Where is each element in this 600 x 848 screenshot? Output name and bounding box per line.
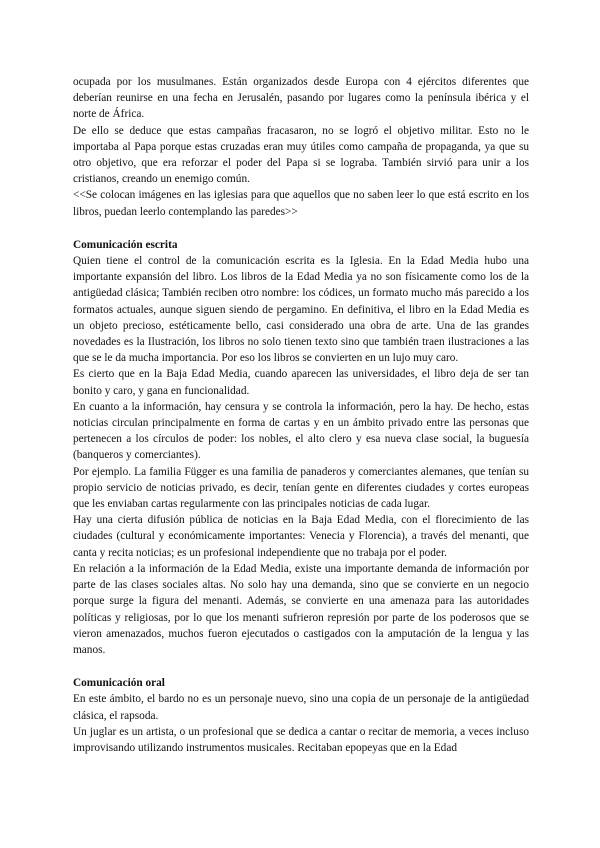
- written-paragraph-6: En relación a la información de la Edad Media, existe una importante demanda de información por parte de las clases sociales altas. No solo hay una demanda, sino que se convierte en un negocio porque surge la figura del menanti. Además, se convierte en una amenaza para las autoridades políticas y religiosas, por lo que los menanti sufrieron represión por parte de los poderosos que se vieron amenazados, muchos fueron ejecutados o castigados con la amputación de la lengua y las manos.: [73, 562, 529, 656]
- intro-quote: <<Se colocan imágenes en las iglesias para que aquellos que no saben leer lo que está escrito en los libros, puedan leerlo contemplando las paredes>>: [73, 189, 529, 218]
- section-gap: [73, 220, 529, 237]
- heading-oral-communication: Comunicación oral: [73, 677, 165, 690]
- section-gap: [73, 658, 529, 675]
- written-paragraph-2: Es cierto que en la Baja Edad Media, cuando aparecen las universidades, el libro deja de ser tan bonito y caro, y gana en funcionalidad.: [73, 368, 529, 397]
- intro-paragraph-2: De ello se deduce que estas campañas fracasaron, no se logró el objetivo militar. Esto no le importaba al Papa porque estas cruzadas eran muy útiles como campaña de propaganda, ya que su otro objetivo, que era reforzar el poder del Papa si se lograba. También sirvió para unir a los cristianos, creando un enemigo común.: [73, 124, 529, 186]
- written-paragraph-1: Quien tiene el control de la comunicación escrita es la Iglesia. En la Edad Media hubo una importante expansión del libro. Los libros de la Edad Media ya no son físicamente como los de la antigüedad clásica; También reciben otro nombre: los códices, un formato mucho más parecido a los formatos actuales, aunque siguen siendo de pergamino. En definitiva, el libro en la Edad Media es un objeto precioso, estéticamente bello, casi considerado una obra de arte. Una de las grandes novedades es la Ilustración, los libros no solo tienen texto sino que también traen ilustraciones a las que se le da mucha importancia. Por eso los libros se convierten en un lujo muy caro.: [73, 255, 529, 365]
- document-page: [73, 74, 529, 756]
- written-paragraph-5: Hay una cierta difusión pública de noticias en la Baja Edad Media, con el florecimiento de las ciudades (cultural y económicamente importantes: Venecia y Florencia), a través del menanti, que canta y recita noticias; es un profesional independiente que no trabaja por el poder.: [73, 514, 529, 559]
- written-paragraph-4: Por ejemplo. La familia Függer es una familia de panaderos y comerciantes alemanes, que tenían su propio servicio de noticias privado, es decir, tenían gente en diferentes ciudades y cortes europeas que les enviaban cartas regularmente con las principales noticias de cada lugar.: [73, 465, 529, 511]
- written-paragraph-3: En cuanto a la información, hay censura y se controla la información, pero la hay. De hecho, estas noticias circulan principalmente en forma de cartas y en un ámbito privado entre las personas que pertenecen a los círculos de poder: los nobles, el alto clero y esa nueva clase social, la buguesía (banqueros y comerciantes).: [73, 400, 529, 462]
- oral-paragraph-1: En este ámbito, el bardo no es un personaje nuevo, sino una copia de un personaje de la antigüedad clásica, el rapsoda.: [73, 693, 529, 722]
- heading-written-communication: Comunicación escrita: [73, 238, 178, 251]
- oral-paragraph-2: Un juglar es un artista, o un profesional que se dedica a cantar o recitar de memoria, a veces incluso improvisando utilizando instrumentos musicales. Recitaban epopeyas que en la Edad: [73, 725, 529, 754]
- intro-paragraph-1: ocupada por los musulmanes. Están organizados desde Europa con 4 ejércitos diferentes que deberían reunirse en una fecha en Jerusalén, pasando por lugares como la península ibérica y el norte de África.: [73, 76, 529, 121]
